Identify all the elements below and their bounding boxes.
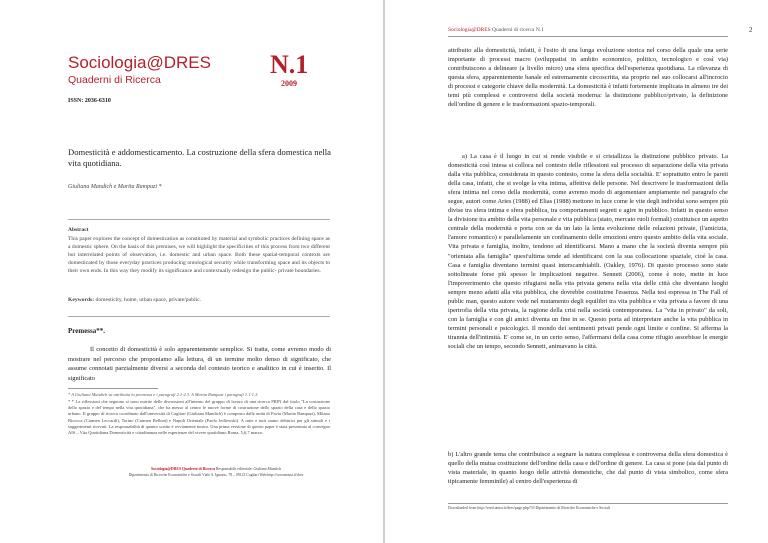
header-rule <box>448 36 728 37</box>
issn: ISSN: 2036-6310 <box>68 98 111 104</box>
paragraph-a: a) La casa è il luogo in cui si rende visibile e si cristallizza la distinzione pubblico privato. La domesticità così intesa si colloca nel contesto delle riflessioni sul processo di separazione della vita privata dalla vita pubblica, considerata in questo contesto, come la sfera della socialità. E' soprattutto entro le pareti della casa, infatti, che si svolge la vita intima, affettiva delle persone. Nel descrivere le trasformazioni della sfera intima nel corso della modernità, come avremo modo di argomentare ampiamente nel paragrafo che segue, autori come Aries (1988) ed Elias (1988) mettono in luce come le vite degli individui sono sempre più divise tra sfera intima e sfera pubblica, tra comportamenti segreti e agire in pubblico. Infatti in questo senso la divisione tra ambito della vita personale e vita pubblica (stato, mercato ruoli formali) costituisce un aspetto centrale della modernità e porta con se da un lato la lenta evoluzione delle relazioni private, (l'amicizia, l'amore romantico) e parallelamente un confinamento delle emozioni entro questo ambito della vita sociale. Vita privata e famiglia, inoltre, tendono ad identificarsi. Mano a mano che la società diventa sempre più "orientata alla famiglia" quest'ultima tende ad identificarsi con la sua collocazione spaziale, cioè la casa. Casa e famiglia diventano termini quasi interscambiabili. (Oakley, 1976). Di questo processo sono state sottolineate forse più spesso le implicazioni negative. Sennett (2006), come è noto, mette in luce l'impoverimento che questo rifugiarsi nella vita privata genera nella vita delle città che diventano luoghi sempre meno adatti alla vita pubblica, che dovrebbe costituirne l'essenza. Nella tesi espressa in The Fall of public man, questo autore vede nel mutamento degli equilibri tra vita pubblica e vita privata a favore di una ipertrofia della vita privata, la ragione della crisi nella società contemporanea. La "vita in privato" da soli, con la famiglia e con gli amici diventa un fine in se. Questo porta ad interpretare anche la vita pubblica in termini personali e psicologici. Il mondo dei sentimenti privati pende ogni limite e confine. Si afferma la tirannia dell'intimità. E' come se, in un certo senso, l'affermarsi della casa come rifugio assorbisse le energie sociali che un tempo, secondo Sennett, animavano la città. <box>448 153 728 350</box>
logo-name-rest: @DRES <box>146 53 211 72</box>
intro-paragraph: Il concetto di domesticità è solo apparentemente semplice. Si tratta, come avremo modo di mostrare nel percorso che proponiamo alla lettura, di un termine molto denso di significato, che assume connotati parzialmente diversi a seconda del contesto teorico e analitico in cui è inserito. Il significato <box>68 346 331 382</box>
abstract-text: This paper explores the concept of domestication as constituted by material and symbolic practices defining space as a domestic sphere. On the basis of this premises, we will highlight the specificities of this process from two different but interrelated points of observation, i.e. domestic and urban space. Both these spatial-temporal contexts are domesticated by those everyday practices producing ontological security while transforming space and its objects to their own ends. In this way they modify its significance and contextually redesign the public- private boundaries. <box>68 236 330 274</box>
journal-logo <box>68 53 211 73</box>
footnote-rule <box>68 388 158 389</box>
running-header <box>448 27 544 33</box>
page-number: 2 <box>749 26 753 34</box>
article-title: Domesticità e addomesticamento. La costruzione della sfera domestica nella vita quotidiana. <box>68 147 331 168</box>
issue-year: 2009 <box>281 79 297 88</box>
footer-brand: Sociologia@DRES Quaderni di Ricerca <box>150 467 216 471</box>
header-brand: Sociologia@DRES <box>448 27 491 33</box>
header-issue: N.1 <box>535 27 544 33</box>
footer-editor: Responsabile editoriale: Giuliana Mandich <box>216 467 282 471</box>
footnote-2: * * Le riflessioni che seguono si sono nutrite delle discussioni all'interno del gruppo di lavoro di una ricerca PRIN dal titolo "La costruzione dello spazio e del tempo nella vita quotidiana", che ha messo al centro le nuove forme di costruzione dello spazio della casa e dello spazio urbano. Il gruppo di ricerca coordinato dall'università di Cagliari (Giuliana Mandich) è composto dalle unità di Pavia (Marita Rampazi), Milano Bicocca (Carmen Leccardi), Torino (Carmen Belloni) e Napoli Orientale (Paolo Jedlowski). A tutte e tutti siamo debitrici per gli stimoli e i suggerimenti ricevuti. La responsabilità di quanto scritto è ovviamente nostra. Una prima versione di questo paper è stata presentata al convegno AIS – Vita Quotidiana Domesticità e cittadinanza nelle esperienze del vivere quotidiano Roma, 5,6,7 marzo. <box>68 399 330 436</box>
abstract-heading: Abstract <box>68 227 89 233</box>
keywords-label: Keywords: <box>68 297 95 303</box>
issue-number: N.1 <box>270 50 309 79</box>
right-footer: Downloaded from http://seed.unica.it/dres/page.php?33 Dipartimento di Ricerche Economiche e Sociali <box>448 506 610 510</box>
left-footer <box>126 466 306 478</box>
footer-address: Dipartimento di Ricerche Economiche e Sociali Viale S. Ignazio, 78 – 09123 Cagliari Web:http://sociomiusi.it/dres <box>128 473 304 477</box>
paragraph-1: attribuito alla domesticità, infatti, è l'esito di una lunga evoluzione storica nel corso della quale una serie importante di processi macro (sviluppatisi in ambito economico, politico, tecnologico e così via) contribuiscono a delineare (a livello micro) una sfera specifica dell'esperienza quotidiana. La rilevanza di questa sfera, apparentemente banale ed estremamente circoscritta, sta proprio nel suo collocarsi all'incrocio di processi e categorie chiave della modernità. La domesticità è infatti fortemente implicata in almeno tre dei temi più complessi e controversi della società moderna: la distinzione pubblico/privato, la definizione dell'ordine di genere e le trasformazioni spazio-temporali. <box>448 47 728 109</box>
article-authors: Giuliana Mandich e Marita Rampazi * <box>68 184 162 190</box>
keywords-text: domesticity, home, urban space, private/public. <box>95 297 202 303</box>
abstract-rule-bottom <box>68 316 330 317</box>
footnote-1: * A Giuliana Mandich va attribuita la premessa e i paragrafi 2.1-2.3. A Marita Rampazi i paragrafi 1.1-1.3. <box>68 392 259 397</box>
section-heading-premessa: Premessa**. <box>68 327 105 335</box>
journal-subtitle: Quaderni di Ricerca <box>68 74 161 86</box>
logo-name-bold: Sociologia <box>68 53 147 72</box>
paragraph-b: b) L'altro grande tema che contribuisce a segnare la natura complessa e controversa della sfera domestica è quello della mutua costituzione dell'ordine della casa e dell'ordine di genere. La casa si pone (sia dal punto di vista materiale, in quanto luogo delle attività domestiche, che dal punto di vista simbolico, come sfera tipicamente femminile) al centro dell'esperienza di <box>448 451 728 486</box>
abstract-rule-top <box>68 219 330 220</box>
header-series: Quaderni di ricerca <box>492 27 535 33</box>
right-footer-rule <box>448 503 728 504</box>
keywords <box>68 297 330 303</box>
